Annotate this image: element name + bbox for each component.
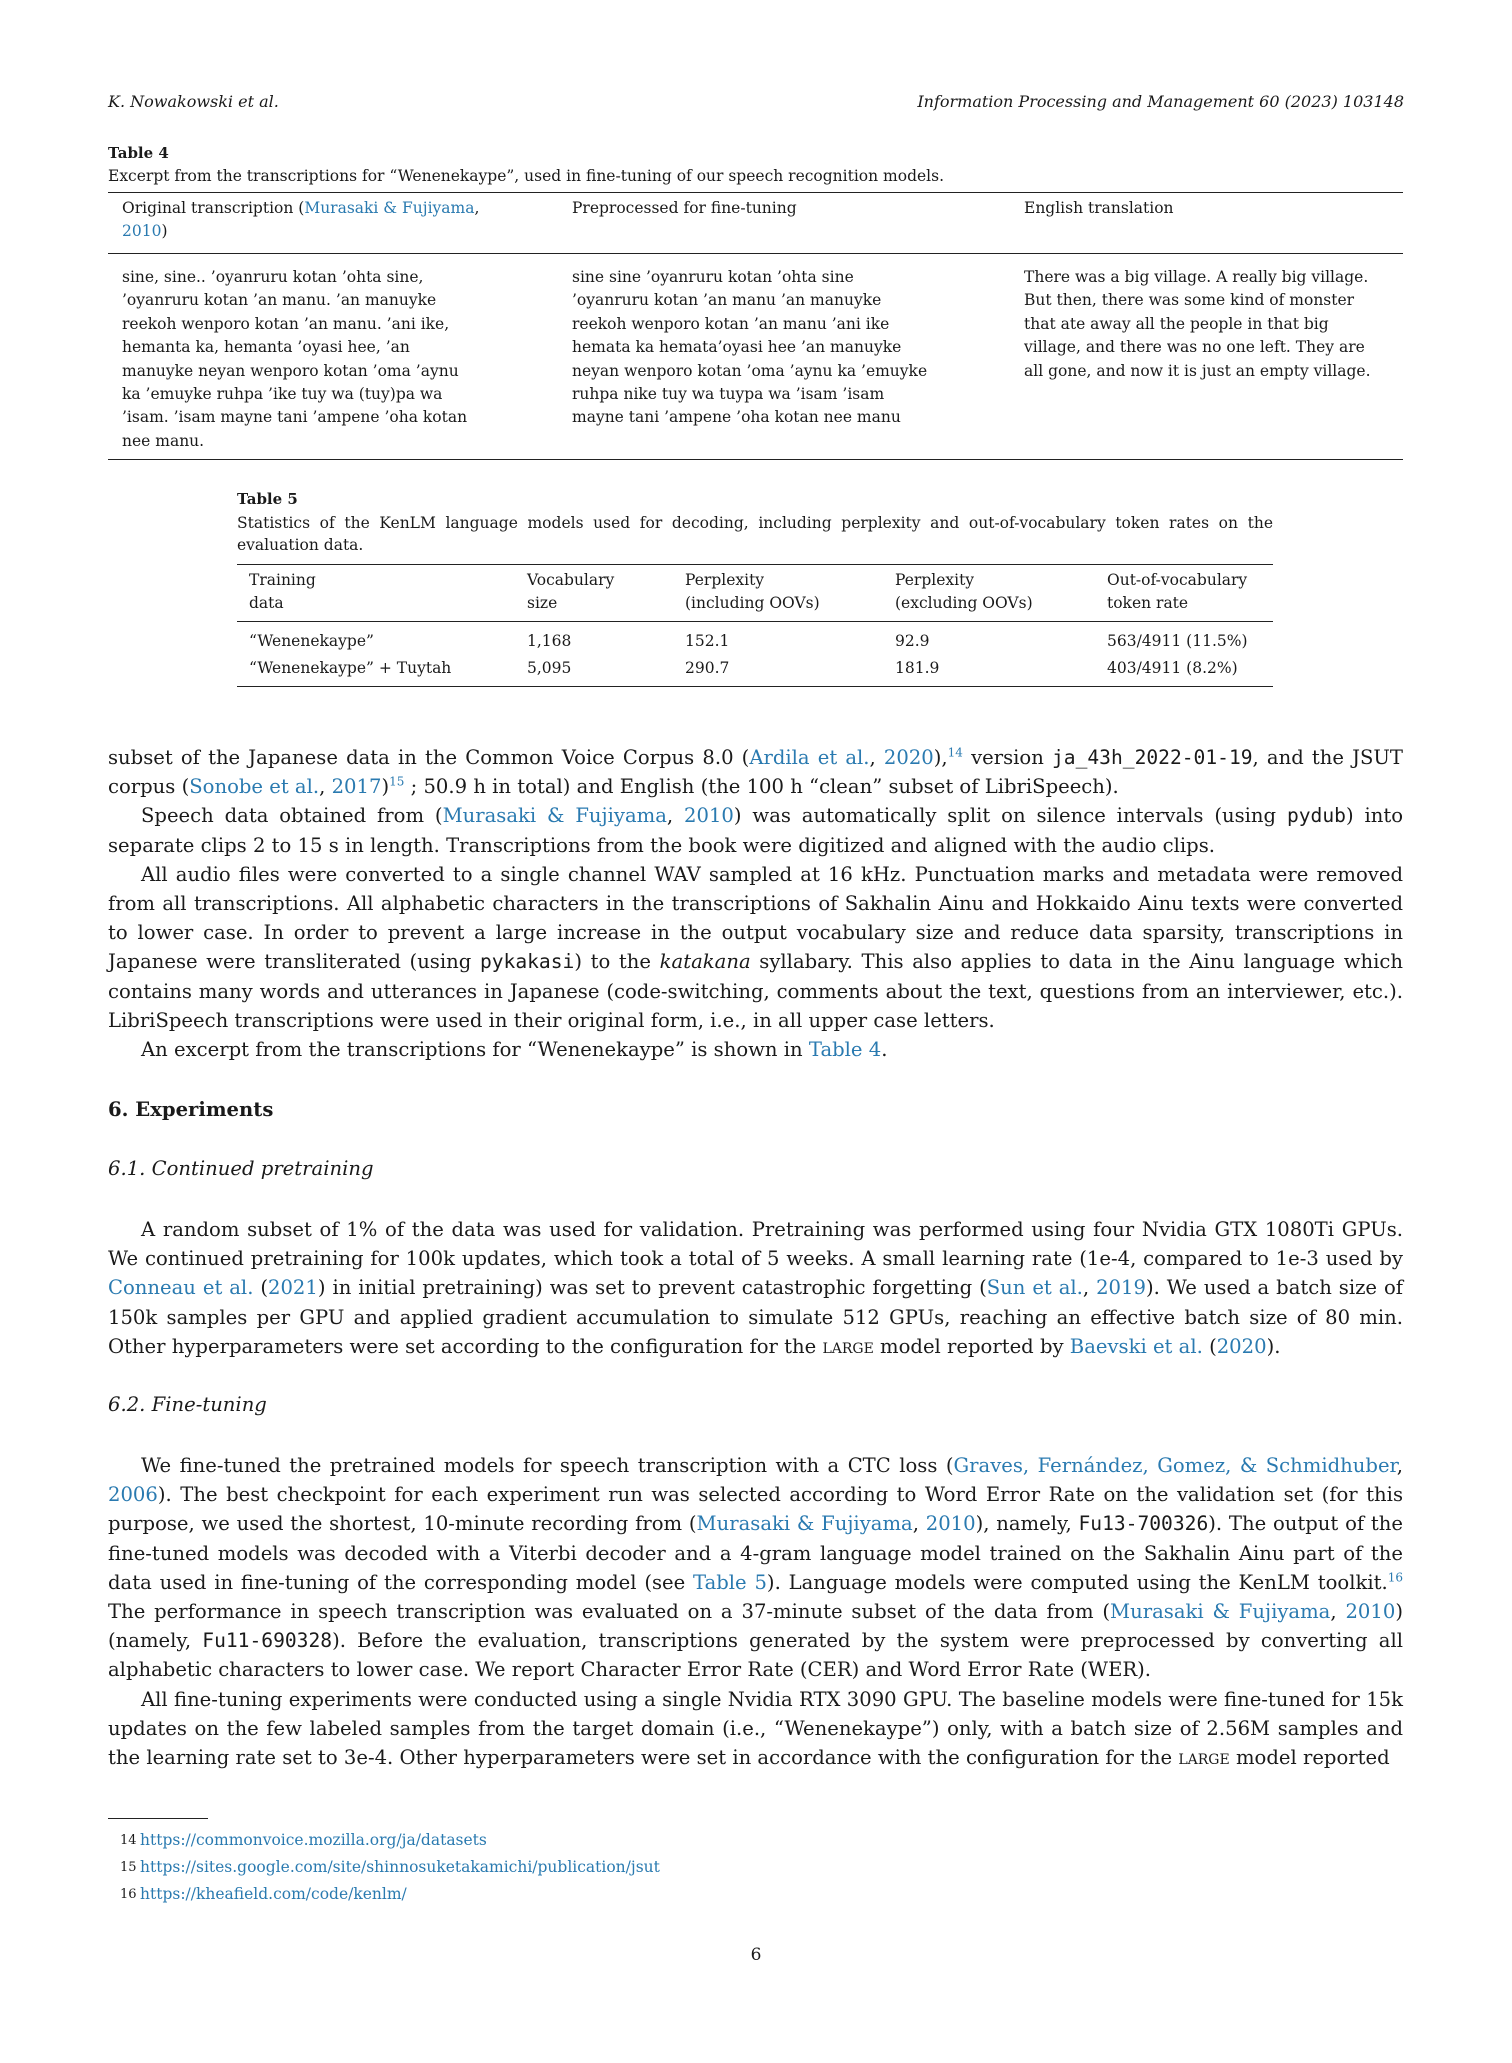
citation-link[interactable]: Murasaki & Fujiyama <box>442 804 667 828</box>
table5-cell: “Wenenekaype” <box>249 632 374 650</box>
running-header-journal: Information Processing and Management 60 (2023) 103148 <box>917 92 1404 111</box>
table4-cell-translation <box>1010 254 1403 460</box>
table4-line: ruhpa nike tuy wa tuypa wa ’isam ’isam <box>572 385 885 404</box>
running-header-authors: K. Nowakowski et al. <box>108 92 279 111</box>
footnote-url-link[interactable]: https://commonvoice.mozilla.org/ja/datasets <box>140 1831 487 1849</box>
table5-cell: 5,095 <box>527 659 572 677</box>
citation-year-link[interactable]: 2006 <box>108 1483 158 1507</box>
footnote-ref-14[interactable]: 14 <box>947 745 963 760</box>
footnote-15 <box>108 1854 660 1881</box>
table5-row <box>237 655 1273 687</box>
citation-year-link[interactable]: 2010 <box>122 222 162 240</box>
table4-header-row <box>108 193 1403 254</box>
table5-row <box>237 622 1273 656</box>
table4-line: But then, there was some kind of monster <box>1024 291 1355 310</box>
table4-line: There was a big village. A really big village. <box>1024 268 1369 286</box>
citation-link[interactable]: Sun et al. <box>986 1276 1083 1300</box>
citation-link[interactable]: Sonobe et al. <box>189 775 320 799</box>
table4-line: neyan wenporo kotan ’oma ’aynu ka ’emuyke <box>572 361 928 380</box>
code-recording-id: Fu11-690328 <box>202 1629 333 1653</box>
table5-header-cell: Out-of-vocabulary token rate <box>1107 571 1248 612</box>
footnote-ref-16[interactable]: 16 <box>1387 1570 1404 1585</box>
paragraph: All fine-tuning experiments were conducted using a single Nvidia RTX 3090 GPU. The baseline models were fine-tuned for 15k updates on the few labeled samples from the target domain (i.e., “Wenenekaype”) only, with a batch size of 2.56M samples and the learning rate set to 3e-4. Other hyperparameters were set in accordance with the configuration for the large model reported <box>108 1687 1403 1770</box>
table4-label: Table 4 <box>108 144 169 162</box>
table5-cell: 1,168 <box>527 632 572 650</box>
footnote-number: 16 <box>120 1887 137 1902</box>
table4-line: ’isam. ’isam mayne tani ’ampene ’oha kotan <box>122 408 468 427</box>
table4-line: manuyke neyan wenporo kotan ’oma ’aynu <box>122 361 459 380</box>
table5-caption: Statistics of the KenLM language models used for decoding, including perplexity and out-of-vocabulary token rates on the evaluation data. <box>237 514 1273 554</box>
footnote-ref-15[interactable]: 15 <box>389 774 405 789</box>
citation-link[interactable]: Murasaki & Fujiyama <box>696 1512 913 1536</box>
table4-line: ’oyanruru kotan ’an manu ’an manuyke <box>572 291 882 310</box>
table4-cell-original <box>108 254 558 460</box>
table5 <box>237 564 1273 687</box>
table4-line: ’oyanruru kotan ’an manu. ’an manuyke <box>122 291 437 310</box>
table4-line: reekoh wenporo kotan ’an manu. ’ani ike, <box>122 314 450 333</box>
table5-cell: 92.9 <box>895 632 930 650</box>
table4-line: sine sine ’oyanruru kotan ’ohta sine <box>572 268 854 286</box>
paragraph: A random subset of 1% of the data was used for validation. Pretraining was performed using four Nvidia GTX 1080Ti GPUs. We continued pretraining for 100k updates, which took a total of 5 weeks. A small learning rate (1e-4, compared to 1e-3 used by Conneau et al. (2021) in initial pretraining) was set to prevent catastrophic forgetting (Sun et al., 2019). We used a batch size of 150k samples per GPU and applied gradient accumulation to simulate 512 GPUs, reaching an effective batch size of 80 min. Other hyperparameters were set according to the configuration for the large model reported by Baevski et al. (2020). <box>108 1218 1403 1358</box>
table4-line: all gone, and now it is just an empty village. <box>1024 361 1371 380</box>
table4-header-original: Original transcription (Murasaki & Fujiyama, 2010) <box>122 199 480 240</box>
table5-cell: “Wenenekaype” + Tuytah <box>249 659 452 677</box>
table5-cell: 563/4911 (11.5%) <box>1107 632 1248 650</box>
citation-year-link[interactable]: 2021 <box>268 1276 318 1300</box>
table5-ref-link[interactable]: Table 5 <box>693 1570 767 1594</box>
citation-year-link[interactable]: 2010 <box>925 1512 976 1536</box>
citation-link[interactable]: Ardila et al. <box>749 746 870 769</box>
body-section-6-2 <box>108 1451 1403 1772</box>
table4-cell-preprocessed <box>558 254 1010 460</box>
table4-header-translation: English translation <box>1024 199 1174 217</box>
table4 <box>108 192 1403 460</box>
footnotes <box>108 1827 660 1908</box>
code-pydub: pydub <box>1286 804 1346 828</box>
table4-ref-link[interactable]: Table 4 <box>808 1038 882 1062</box>
table4-line: mayne tani ’ampene ’oha kotan nee manu <box>572 408 901 427</box>
table5-cell: 181.9 <box>895 659 940 677</box>
table5-header-cell: Vocabulary size <box>527 571 615 612</box>
table5-cell: 290.7 <box>685 659 730 677</box>
table5-header-cell: Perplexity (including OOVs) <box>685 571 820 612</box>
citation-link[interactable]: Murasaki & Fujiyama <box>1110 1600 1331 1624</box>
citation-year-link[interactable]: 2019 <box>1096 1276 1146 1300</box>
table5-label: Table 5 <box>237 490 298 508</box>
section-heading-experiments: 6. Experiments <box>108 1098 274 1121</box>
citation-link[interactable]: Baevski et al. <box>1069 1334 1203 1358</box>
footnote-url-link[interactable]: https://kheafield.com/code/kenlm/ <box>140 1885 407 1903</box>
paragraph: Speech data obtained from (Murasaki & Fujiyama, 2010) was automatically split on silence intervals (using pydub) into separate clips 2 to 15 s in length. Transcriptions from the book were digitized and aligned with the audio clips. <box>108 804 1404 857</box>
footnote-16 <box>108 1881 660 1908</box>
table5-header-row <box>237 565 1273 622</box>
table4-line: village, and there was no one left. They are <box>1024 338 1365 357</box>
footnote-14 <box>108 1827 660 1854</box>
table4-line: sine, sine.. ’oyanruru kotan ’ohta sine, <box>122 268 424 286</box>
table5-cell: 403/4911 (8.2%) <box>1107 659 1238 677</box>
code-version: ja_43h_2022-01-19 <box>1052 746 1253 769</box>
citation-year-link[interactable]: 2010 <box>1345 1600 1396 1624</box>
body-section-6-1 <box>108 1215 1403 1361</box>
footnote-number: 14 <box>120 1833 137 1848</box>
paragraph: We fine-tuned the pretrained models for speech transcription with a CTC loss (Graves, Fernández, Gomez, & Schmidhuber, 2006). The best checkpoint for each experiment run was selected according to Word Error Rate on the validation set (for this purpose, we used the shortest, 10-minute recording from (Murasaki & Fujiyama, 2010), namely, Fu13-700326). The output of the fine-tuned models was decoded with a Viterbi decoder and a 4-gram language model trained on the Sakhalin Ainu part of the data used in fine-tuning of the corresponding model (see Table 5). Language models were computed using the KenLM toolkit.$^{16}$ The performance in speech transcription was evaluated on a 37-minute subset of the data from (Murasaki & Fujiyama, 2010) (namely, Fu11-690328). Before the evaluation, transcriptions generated by the system were preprocessed by converting all alphabetic characters to lower case. We report Character Error Rate (CER) and Word Error Rate (WER). <box>108 1454 1404 1682</box>
subsection-heading-continued-pretraining: 6.1. Continued pretraining <box>108 1157 374 1180</box>
table4-header-preprocessed: Preprocessed for fine-tuning <box>572 199 797 217</box>
table4-row <box>108 254 1403 460</box>
paragraph: An excerpt from the transcriptions for “Wenenekaype” is shown in Table 4. <box>141 1038 888 1062</box>
table4-line: nee manu. <box>122 431 205 450</box>
table5-header-cell: Training data <box>249 571 316 612</box>
code-recording-id: Fu13-700326 <box>1078 1512 1209 1536</box>
citation-link[interactable]: Murasaki & Fujiyama <box>304 199 475 217</box>
footnote-number: 15 <box>120 1860 137 1875</box>
subsection-heading-fine-tuning: 6.2. Fine-tuning <box>108 1393 267 1416</box>
citation-year-link[interactable]: 2017 <box>331 775 382 799</box>
table5-header-cell: Perplexity (excluding OOVs) <box>895 571 1033 612</box>
table4-line: that ate away all the people in that big <box>1024 314 1329 333</box>
table4-caption: Excerpt from the transcriptions for “Wenenekaype”, used in fine-tuning of our speech recognition models. <box>108 167 945 185</box>
paragraph: subset of the Japanese data in the Common Voice Corpus 8.0 (Ardila et al., 2020),$^{14}$ version ja_43h_2022-01-19, and the JSUT corpus (Sonobe et al., 2017)$^{15}$ ; 50.9 h in total) and English (the 100 h “clean” subset of LibriSpeech). <box>108 745 1403 799</box>
table4-line: hemata ka hemata’oyasi hee ’an manuyke <box>572 338 902 357</box>
table5-cell: 152.1 <box>685 632 730 650</box>
paragraph: All audio files were converted to a single channel WAV sampled at 16 kHz. Punctuation marks and metadata were removed from all transcriptions. All alphabetic characters in the transcriptions of Sakhalin Ainu and Hokkaido Ainu texts were converted to lower case. In order to prevent a large increase in the output vocabulary size and reduce data sparsity, transcriptions in Japanese were transliterated (using pykakasi) to the katakana syllabary. This also applies to data in the Ainu language which contains many words and utterances in Japanese (code-switching, comments about the text, questions from an interviewer, etc.). LibriSpeech transcriptions were used in their original form, i.e., in all upper case letters. <box>108 862 1403 1032</box>
citation-link[interactable]: Conneau et al. <box>108 1276 254 1300</box>
table4-line: hemanta ka, hemanta ’oyasi hee, ’an <box>122 338 410 357</box>
citation-year-link[interactable]: 2020 <box>1216 1334 1267 1358</box>
table4-line: ka ’emuyke ruhpa ’ike tuy wa (tuy)pa wa <box>122 385 443 404</box>
footnote-url-link[interactable]: https://sites.google.com/site/shinnosuketakamichi/publication/jsut <box>140 1858 660 1876</box>
citation-link[interactable]: Graves, Fernández, Gomez, & Schmidhuber <box>953 1454 1397 1477</box>
page-number: 6 <box>750 1945 762 1965</box>
body-section-5-continued <box>108 743 1403 1064</box>
code-pykakasi: pykakasi <box>479 950 575 974</box>
citation-year-link[interactable]: 2010 <box>684 804 734 828</box>
citation-year-link[interactable]: 2020 <box>883 746 934 769</box>
table4-line: reekoh wenporo kotan ’an manu ’ani ike <box>572 314 890 333</box>
footnote-divider <box>108 1818 208 1819</box>
